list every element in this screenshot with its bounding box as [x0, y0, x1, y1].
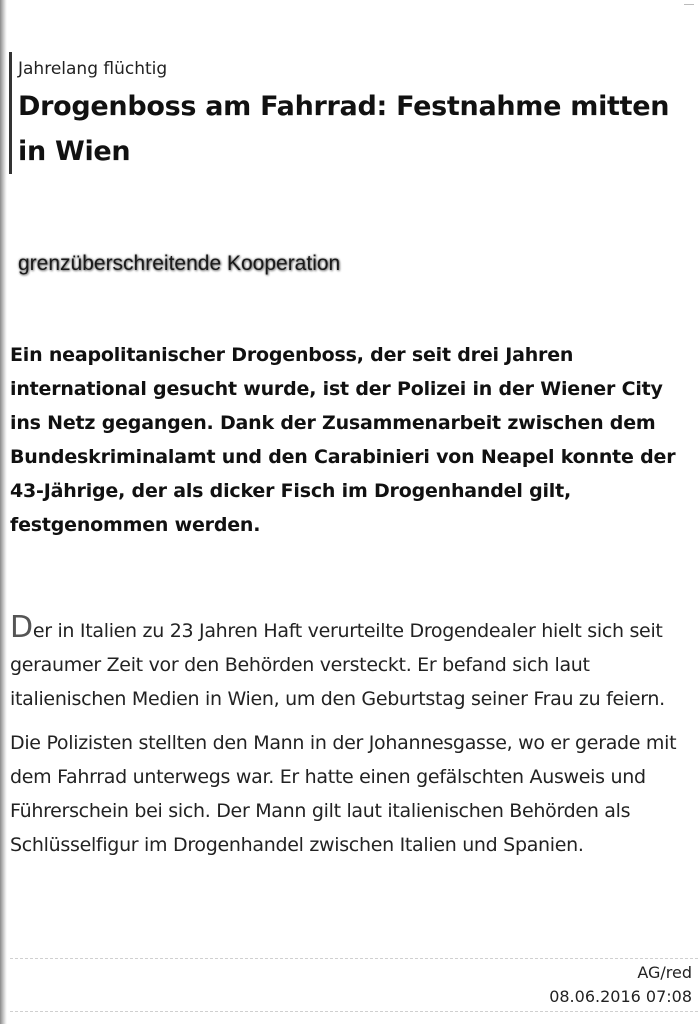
article-lead: Ein neapolitanischer Drogenboss, der seit drei Jahren international gesucht wurde, ist der Polizei in der Wiener City ins Netz gegangen. Dank der Zusammenarbeit zwischen dem Bundeskriminalamt und den Carabinieri von Neapel konnte der 43-Jährige, der als dicker Fisch im Drogenhandel gilt, festgenommen werden. [10, 344, 676, 536]
article-header [9, 52, 698, 174]
article-kicker: Jahrelang flüchtig [18, 59, 168, 79]
article-byline [549, 961, 692, 1009]
top-edge-mark [684, 0, 694, 5]
article-datetime: 08.06.2016 07:08 [549, 987, 692, 1006]
article-tagline: grenzüberschreitende Kooperation [18, 252, 341, 275]
article-author: AG/red [637, 963, 692, 982]
body-paragraph-1-text: er in Italien zu 23 Jahren Haft verurteilte Drogendealer hielt sich seit geraumer Zeit vor den Behörden versteckt. Er befand sich laut italienischen Medien in Wien, um den Geburtstag seiner Frau zu feiern. [10, 620, 665, 710]
article-headline: Drogenboss am Fahrrad: Festnahme mitten in Wien [18, 91, 670, 167]
article-body [10, 610, 696, 872]
body-paragraph-2: Die Polizisten stellten den Mann in der Johannesgasse, wo er gerade mit dem Fahrrad unterwegs war. Er hatte einen gefälschten Ausweis und Führerschein bei sich. Der Mann gilt laut italienischen Behörden als Schlüsselfigur im Drogenhandel zwischen Italien und Spanien. [10, 732, 677, 856]
page-edge-shadow [0, 0, 7, 1024]
drop-cap: D [10, 610, 33, 645]
footer-divider-top [10, 958, 698, 959]
footer-divider-bottom [10, 1011, 698, 1012]
body-paragraph-1 [10, 610, 696, 716]
